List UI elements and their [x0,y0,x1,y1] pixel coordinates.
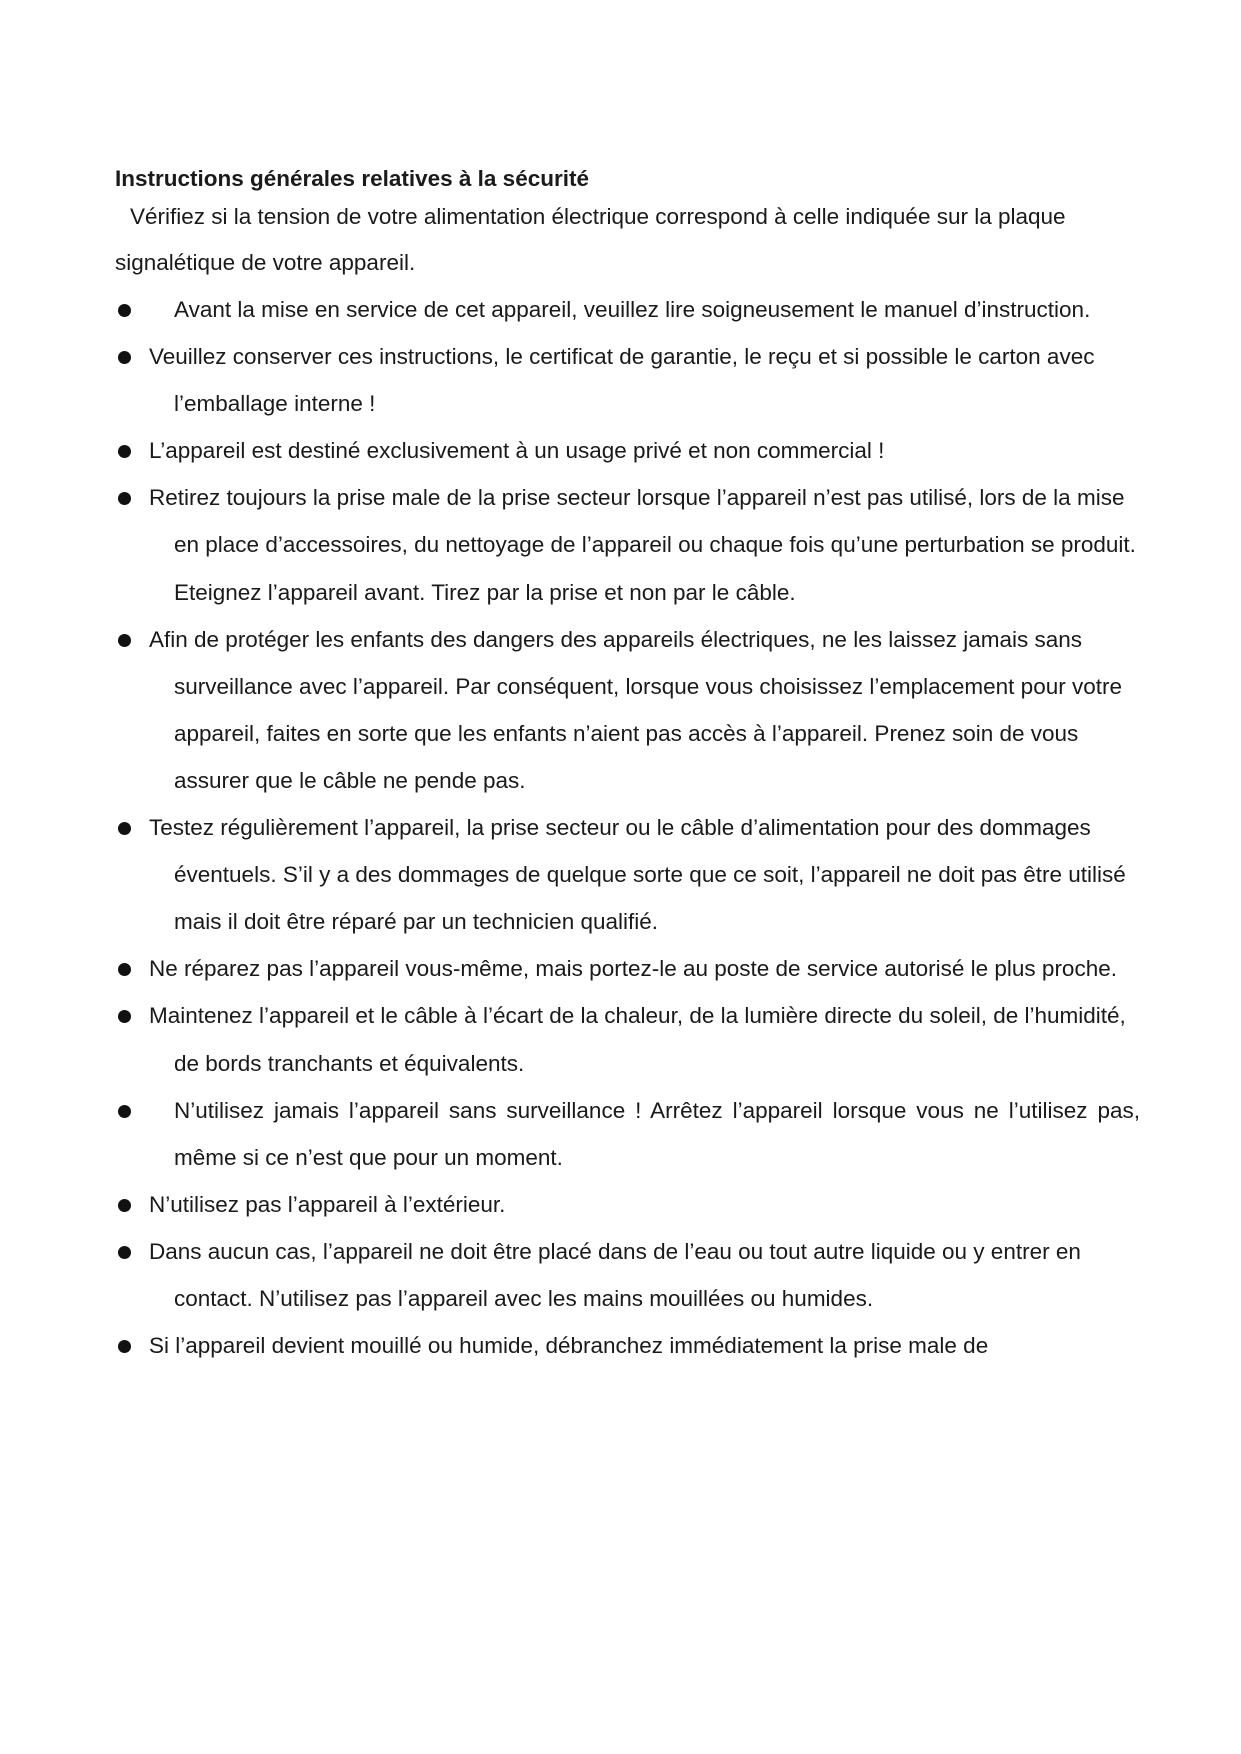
list-item-text: Veuillez conserver ces instructions, le certificat de garantie, le reçu et si possible le carton avec l’emballage interne ! [149,344,1095,417]
list-item [115,474,1140,615]
list-item [115,992,1140,1086]
bullet-icon [118,1010,131,1023]
bullet-icon [118,304,131,317]
bullet-icon [118,1105,131,1118]
list-item-text: N’utilisez jamais l’appareil sans surveillance ! Arrêtez l’appareil lorsque vous ne l’utilisez pas, même si ce n’est que pour un moment. [174,1097,1140,1170]
instruction-list [115,286,1140,1369]
list-item [115,804,1140,945]
list-item [115,1322,1140,1369]
list-item-text: Si l’appareil devient mouillé ou humide, débranchez immédiatement la prise male de [149,1333,989,1359]
section-title: Instructions générales relatives à la sécurité [115,166,589,191]
bullet-icon [118,822,131,835]
safety-instructions [115,164,1140,1369]
bullet-icon [118,1340,131,1353]
list-item [115,1228,1140,1322]
list-item-text: N’utilisez pas l’appareil à l’extérieur. [149,1191,506,1217]
list-item-text: Maintenez l’appareil et le câble à l’écart de la chaleur, de la lumière directe du soleil, de l’humidité, de bords tranchants et équivalents. [149,1003,1126,1076]
list-item-text: Avant la mise en service de cet appareil, veuillez lire soigneusement le manuel d’instruction. [174,297,1091,322]
list-item-text: Afin de protéger les enfants des dangers des appareils électriques, ne les laissez jamais sans surveillance avec l’appareil. Par conséquent, lorsque vous choisissez l’emplacement pour votre appareil, faites en sorte que les enfants n’aient pas accès à l’appareil. Prenez soin de vous assurer que le câble ne pende pas. [149,626,1122,793]
intro-paragraph: Vérifiez si la tension de votre alimentation électrique correspond à celle indiquée sur la plaque signalétique de votre appareil. [115,204,1066,275]
bullet-icon [118,963,131,976]
bullet-icon [118,634,131,647]
list-item-text: L’appareil est destiné exclusivement à un usage privé et non commercial ! [149,438,885,464]
bullet-icon [118,1246,131,1259]
list-item-text: Ne réparez pas l’appareil vous-même, mais portez-le au poste de service autorisé le plus proche. [149,956,1117,982]
bullet-icon [118,351,131,364]
list-item-text: Testez régulièrement l’appareil, la prise secteur ou le câble d’alimentation pour des dommages éventuels. S’il y a des dommages de quelque sorte que ce soit, l’appareil ne doit pas être utilisé mais il doit être réparé par un technicien qualifié. [149,815,1126,935]
list-item-text: Retirez toujours la prise male de la prise secteur lorsque l’appareil n’est pas utilisé, lors de la mise en place d’accessoires, du nettoyage de l’appareil ou chaque fois qu’une perturbation se produit. Eteignez l’appareil avant. Tirez par la prise et non par le câble. [149,485,1136,605]
list-item [115,427,1140,474]
list-item [115,1181,1140,1228]
bullet-icon [118,492,131,505]
list-item [115,286,1140,333]
list-item [115,945,1140,992]
list-item-text: Dans aucun cas, l’appareil ne doit être placé dans de l’eau ou tout autre liquide ou y entrer en contact. N’utilisez pas l’appareil avec les mains mouillées ou humides. [149,1238,1081,1311]
bullet-icon [118,445,131,458]
list-item [115,616,1140,804]
list-item [115,1087,1140,1181]
bullet-icon [118,1199,131,1212]
list-item [115,333,1140,427]
